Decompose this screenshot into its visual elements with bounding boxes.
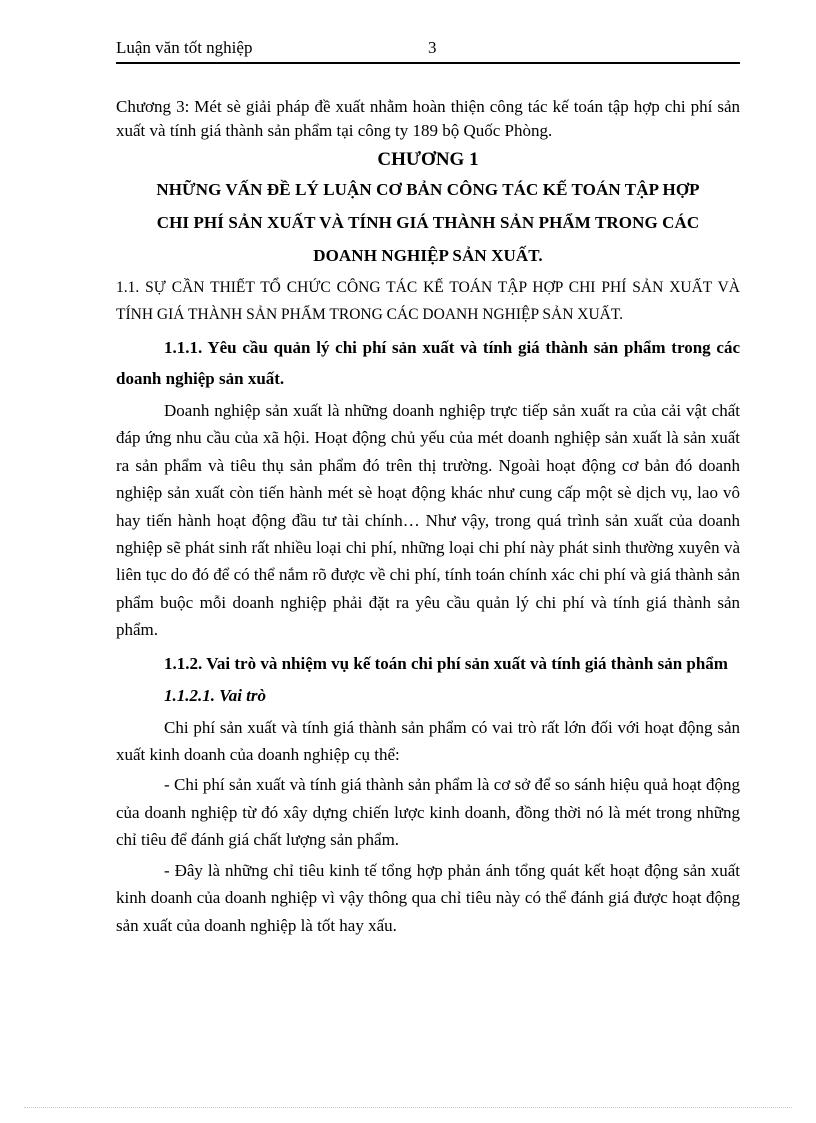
section-1-1-heading: 1.1. SỰ CẦN THIẾT TỔ CHỨC CÔNG TÁC KẾ TOÁN TẬP HỢP CHI PHÍ SẢN XUẤT VÀ TÍNH GIÁ THÀNH SẢN PHẨM TRONG CÁC DOANH NGHIỆP SẢN XUẤT. [116, 279, 740, 323]
page-number: 3 [428, 38, 437, 57]
header-title: Luận văn tốt nghiệp [116, 38, 253, 57]
chapter-heading: CHƯƠNG 1 [377, 149, 479, 170]
chapter3-outline-line: Chương 3: Mét sè giải pháp đề xuất nhằm hoàn thiện công tác kế toán tập hợp chi phí sản xuất và tính giá thành sản phẩm tại công ty 189 bộ Quốc Phòng. [116, 97, 740, 140]
section-1-1-1-heading: 1.1.1. Yêu cầu quản lý chi phí sản xuất và tính giá thành sản phẩm trong các doanh nghiệp sản xuất. [116, 338, 740, 388]
chapter-title-line: CHI PHÍ SẢN XUẤT VÀ TÍNH GIÁ THÀNH SẢN PHẨM TRONG CÁC [156, 213, 700, 232]
section-1-1-2-heading: 1.1.2. Vai trò và nhiệm vụ kế toán chi phí sản xuất và tính giá thành sản phẩm [164, 653, 728, 673]
paragraph: Chi phí sản xuất và tính giá thành sản phẩm có vai trò rất lớn đối với hoạt động sản xuất kinh doanh của doanh nghiệp cụ thể: [116, 717, 740, 765]
page-bottom-divider [24, 1107, 792, 1108]
chapter-title-line: DOANH NGHIỆP SẢN XUẤT. [313, 246, 543, 265]
paragraph: Doanh nghiệp sản xuất là những doanh nghiệp trực tiếp sản xuất ra của cải vật chất đáp ứng nhu cầu của xã hội. Hoạt động chủ yếu của mét doanh nghiệp sản xuất là sản xuất ra sản phẩm và tiêu thụ sản phẩm đó trên thị trường. Ngoài hoạt động cơ bản đó doanh nghiệp sản xuất còn tiến hành mét sè hoạt động khác như cung cấp một sè dịch vụ, lao vô hay tiến hành hoạt động đầu tư tài chính… Như vậy, trong quá trình sản xuất của doanh nghiệp sẽ phát sinh rất nhiều loại chi phí, những loại chi phí này phát sinh thường xuyên và liên tục do đó để có thể nắm rõ được về chi phí, tính toán chính xác chi phí và giá thành sản phẩm buộc mỗi doanh nghiệp phải đặt ra yêu cầu quản lý chi phí và tính giá thành sản phẩm. [116, 401, 740, 640]
chapter-title-line: NHỮNG VẤN ĐỀ LÝ LUẬN CƠ BẢN CÔNG TÁC KẾ TOÁN TẬP HỢP [156, 180, 700, 199]
chapter-title [116, 173, 740, 272]
page-header [116, 36, 740, 64]
section-1-1-2-1-heading: 1.1.2.1. Vai trò [164, 685, 267, 705]
paragraph: - Chi phí sản xuất và tính giá thành sản phẩm là cơ sở để so sánh hiệu quả hoạt động của doanh nghiệp từ đó xây dựng chiến lược kinh doanh, đồng thời nó là mét trong những chỉ tiêu để đánh giá chất lượng sản phẩm. [116, 775, 740, 850]
paragraph: - Đây là những chỉ tiêu kinh tế tổng hợp phản ánh tổng quát kết hoạt động sản xuất kinh doanh của doanh nghiệp vì vậy thông qua chỉ tiêu này có thể đánh giá được hoạt động sản xuất của doanh nghiệp là tốt hay xấu. [116, 860, 740, 935]
document-body [116, 95, 740, 939]
